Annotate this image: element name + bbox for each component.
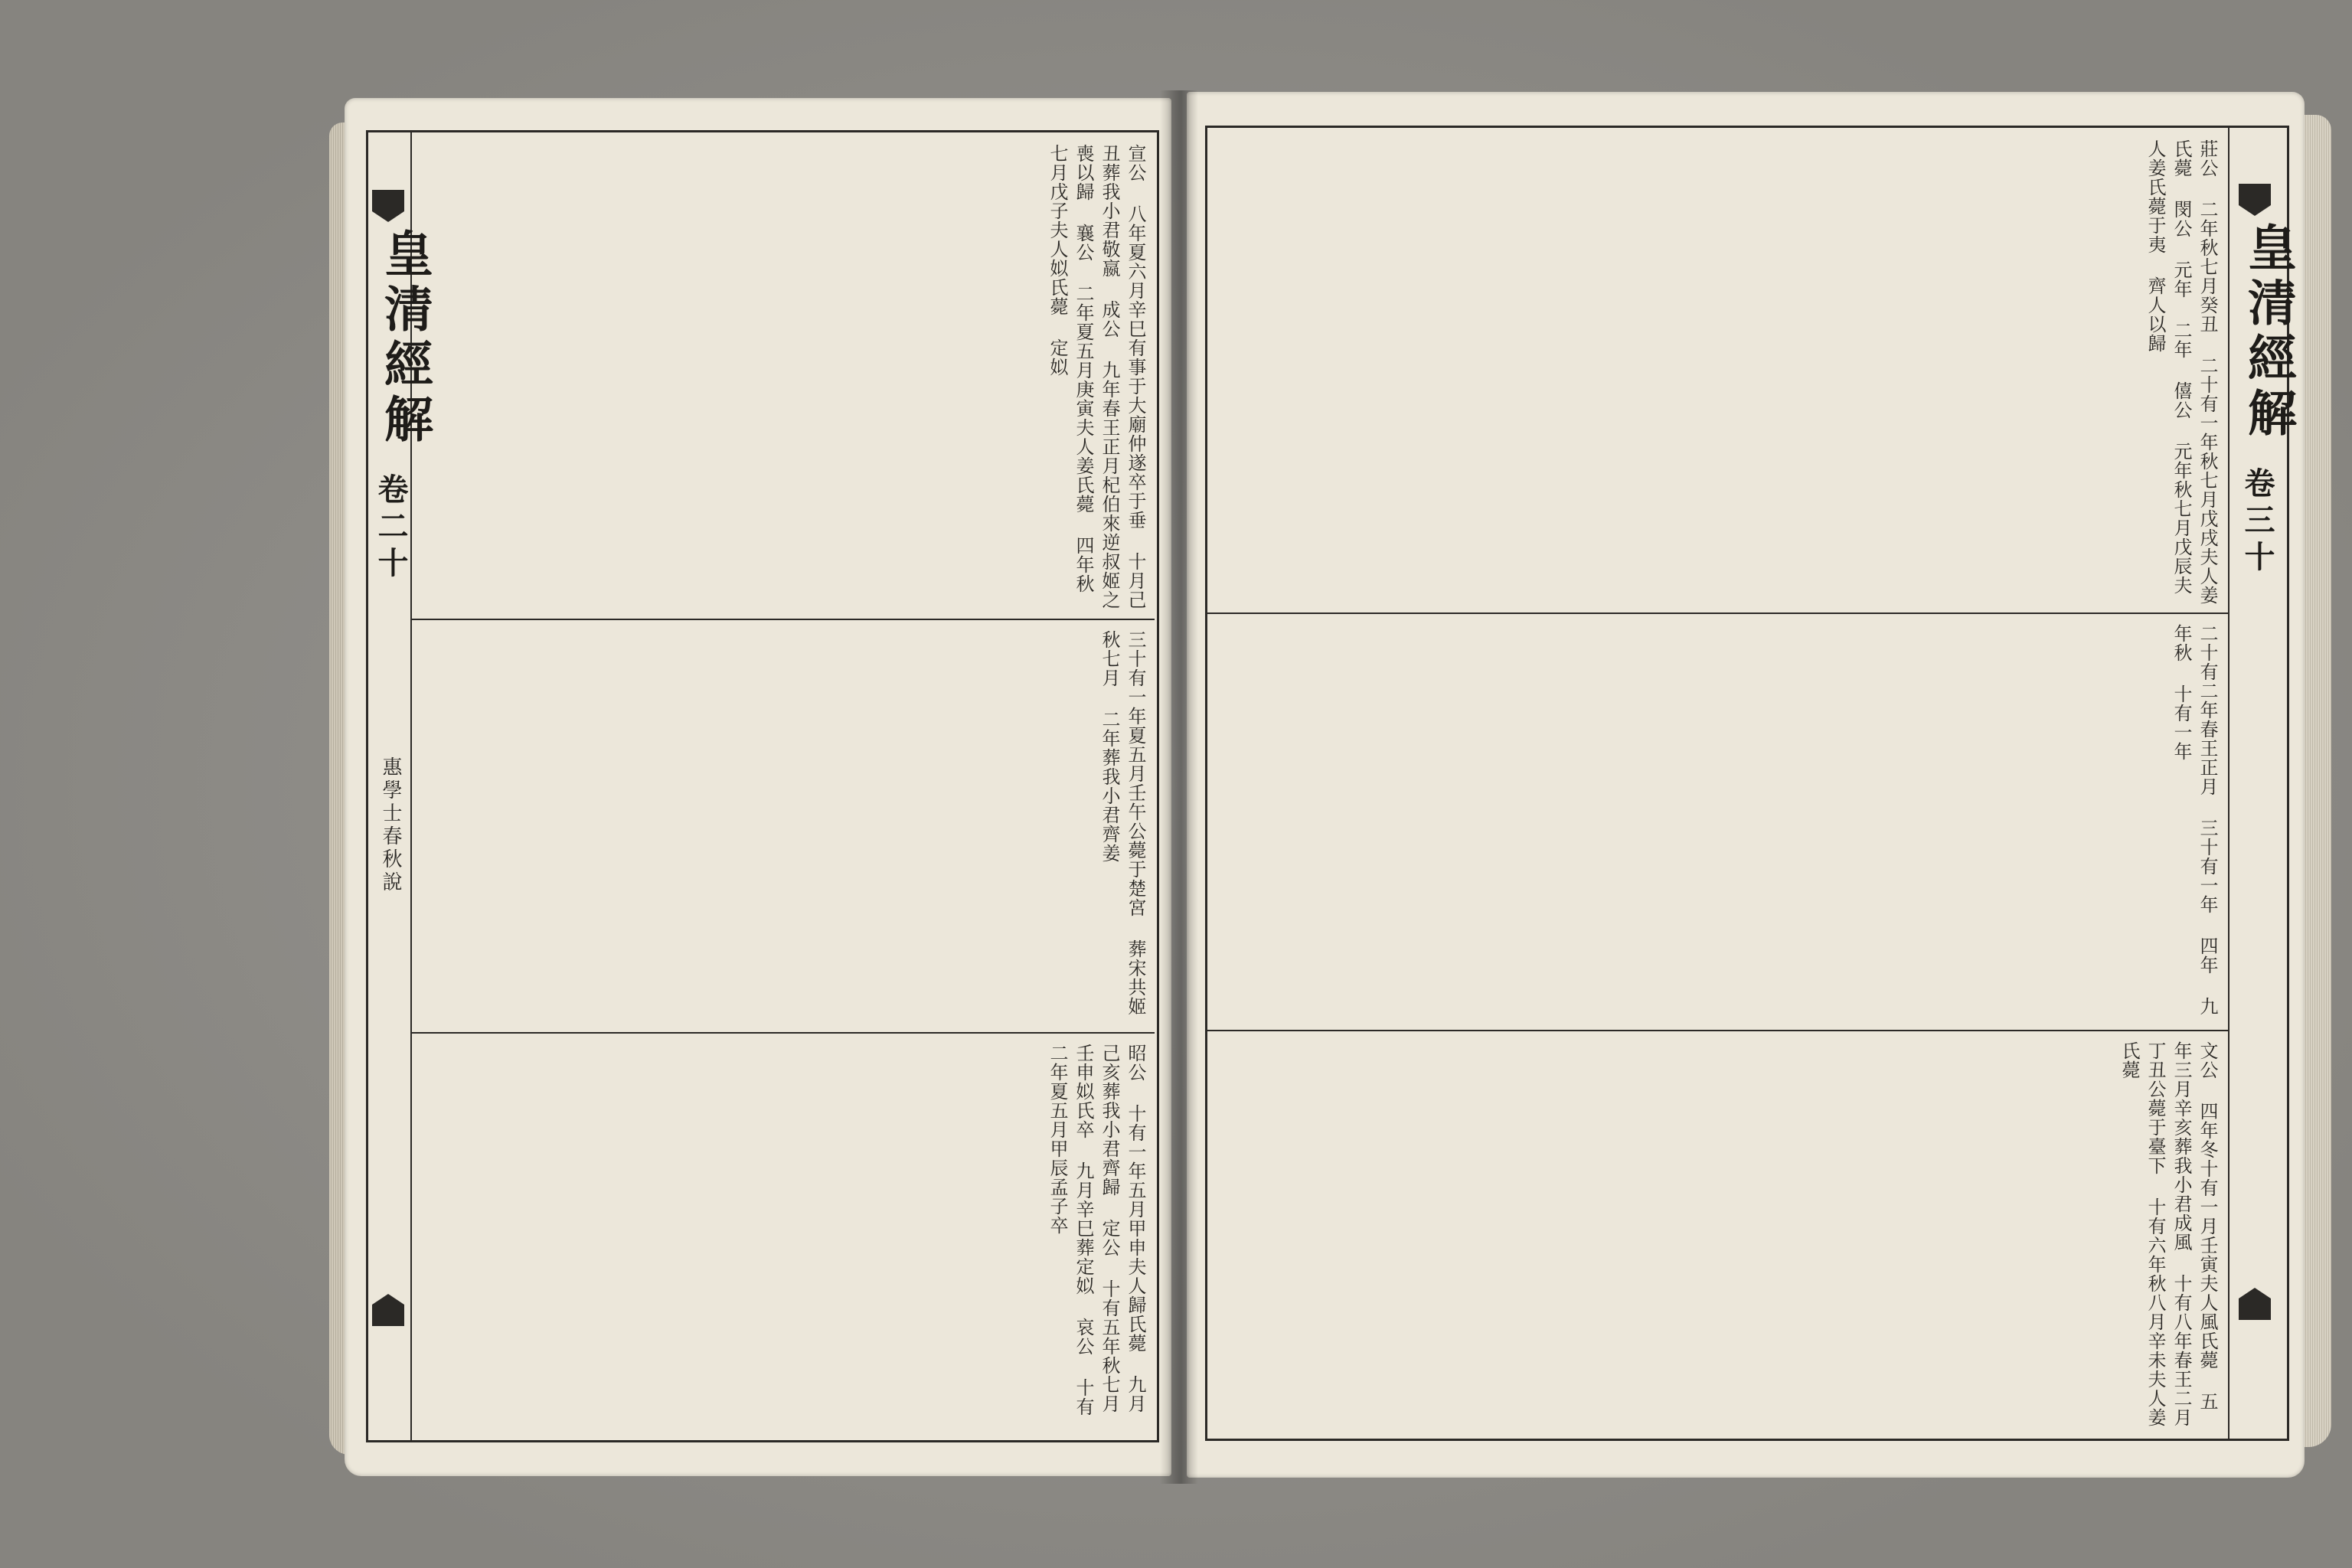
left-page-subtitle: 惠學士春秋說 — [379, 756, 402, 894]
right-page — [1187, 92, 2305, 1478]
left-book-title: 皇清經解 — [376, 228, 433, 449]
book-gutter-shadow — [1160, 90, 1198, 1484]
right-book-title: 皇清經解 — [2239, 222, 2297, 443]
left-register-rule-1 — [412, 619, 1155, 620]
left-top-register-text: 宣公 八年夏六月辛巳有事于大廟仲遂卒于垂 十月己丑葬我小君敬嬴 成公 九年春王正月杞伯來逆叔姬之喪以歸 襄公 二年夏五月庚寅夫人姜氏薨 四年秋七月戊子夫人姒氏薨 定姒 — [1047, 144, 1146, 609]
left-fishtail-ornament-bottom — [371, 1292, 406, 1328]
right-register-rule-2 — [1207, 1030, 2228, 1031]
left-bottom-register-text: 昭公 十有一年五月甲申夫人歸氏薨 九月己亥葬我小君齊歸 定公 十有五年秋七月壬申姒氏卒 九月辛巳葬定姒 哀公 十有二年夏五月甲辰孟子卒 — [1047, 1044, 1146, 1416]
left-volume-number: 卷二十 — [373, 473, 409, 583]
left-middle-register-text: 三十有一年夏五月壬午公薨于楚宮 葬宋共姬 秋七月 二年葬我小君齊姜 — [1099, 630, 1146, 1016]
right-bottom-register-text: 文公 四年冬十有一月壬寅夫人風氏薨 五年三月辛亥葬我小君成風 十有八年春王二月丁丑公薨于臺下 十有六年秋八月辛未夫人姜氏薨 — [2118, 1041, 2218, 1427]
right-volume-number: 卷三十 — [2239, 467, 2275, 577]
left-fishtail-ornament — [371, 188, 406, 224]
right-title-column-rule — [2228, 128, 2230, 1439]
right-fishtail-ornament-bottom — [2237, 1286, 2272, 1321]
right-register-rule-1 — [1207, 612, 2228, 614]
right-middle-register-text: 二十有二年春王正月 三十有一年 四年 九年秋 十有一年 — [2171, 624, 2218, 1016]
left-register-rule-2 — [412, 1032, 1155, 1034]
left-page — [345, 98, 1171, 1476]
right-top-register-text: 莊公 二年秋七月癸丑 二十有一年秋七月戊戌夫人姜氏薨 閔公 元年 二年 僖公 元年秋七月戊辰夫人姜氏薨于夷 齊人以歸 — [2145, 139, 2218, 605]
right-fishtail-ornament — [2237, 182, 2272, 217]
